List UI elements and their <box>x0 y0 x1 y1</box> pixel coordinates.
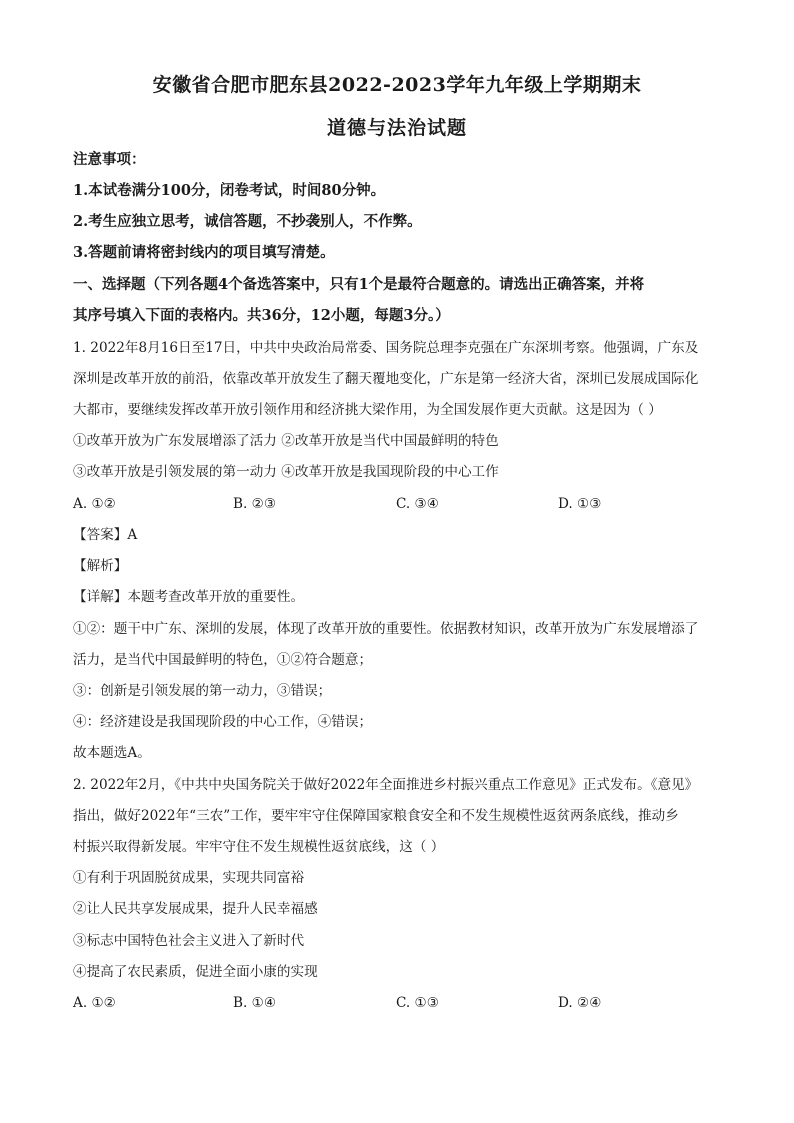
q2-statement: ②让人民共享发展成果，提升人民幸福感 <box>73 901 318 917</box>
q1-detail-line: ①②：题干中广东、深圳的发展，体现了改革开放的重要性。依据教材知识，改革开放为广东发展增添了 <box>73 621 699 637</box>
q1-option-d: D. ①③ <box>558 496 602 512</box>
q1-detail-line: 【详解】本题考查改革开放的重要性。 <box>73 589 305 605</box>
q1-stem-line: 1. 2022年8月16日至17日，中共中央政治局常委、国务院总理李克强在广东深圳考察。他强调，广东及 <box>73 340 699 356</box>
q2-stem-line: 指出，做好2022年“三农”工作，要牢牢守住保障国家粮食安全和不发生规模性返贫两条底线，推动乡 <box>73 808 679 824</box>
q1-analysis-label: 【解析】 <box>73 558 128 574</box>
q1-stem-line: 大都市，要继续发挥改革开放引领作用和经济挑大梁作用，为全国发展作更大贡献。这是因为（ ） <box>73 402 662 418</box>
q1-stem-line: 深圳是改革开放的前沿，依靠改革开放发生了翻天覆地变化，广东是第一经济大省，深圳已发展成国际化 <box>73 371 699 387</box>
q2-option-a: A. ①② <box>73 995 116 1011</box>
section-heading: 一、选择题（下列各题4个备选答案中，只有1个是最符合题意的。请选出正确答案，并将 <box>73 276 645 293</box>
q2-option-b: B. ①④ <box>233 995 277 1011</box>
note-item: 1.本试卷满分100分，闭卷考试，时间80分钟。 <box>73 182 386 199</box>
q1-statement: ①改革开放为广东发展增添了活力 ②改革开放是当代中国最鲜明的特色 <box>73 433 499 449</box>
q2-option-c: C. ①③ <box>396 995 439 1011</box>
exam-subtitle: 道德与法治试题 <box>326 117 467 139</box>
q2-stem-line: 村振兴取得新发展。牢牢守住不发生规模性返贫底线，这（ ） <box>73 839 445 855</box>
q1-statement: ③改革开放是引领发展的第一动力 ④改革开放是我国现阶段的中心工作 <box>73 464 499 480</box>
note-item: 3.答题前请将密封线内的项目填写清楚。 <box>73 244 335 261</box>
section-heading-cont: 其序号填入下面的表格内。共36分，12小题，每题3分。） <box>73 307 450 324</box>
exam-title: 安徽省合肥市肥东县2022-2023学年九年级上学期期末 <box>152 74 642 96</box>
q2-stem-line: 2. 2022年2月，《中共中央国务院关于做好2022年全面推进乡村振兴重点工作意见》正式发布。《意见》 <box>73 777 699 793</box>
q2-option-d: D. ②④ <box>558 995 602 1011</box>
q1-detail-line: ③：创新是引领发展的第一动力，③错误； <box>73 683 332 699</box>
q1-option-a: A. ①② <box>73 496 116 512</box>
q1-detail-line: 活力，是当代中国最鲜明的特色，①②符合题意； <box>73 652 373 668</box>
q1-detail-line: 故本题选A。 <box>73 745 151 761</box>
q1-option-c: C. ③④ <box>396 496 439 512</box>
note-item: 2.考生应独立思考，诚信答题，不抄袭别人，不作弊。 <box>73 213 422 230</box>
q1-option-b: B. ②③ <box>233 496 277 512</box>
q2-statement: ③标志中国特色社会主义进入了新时代 <box>73 933 305 949</box>
q2-statement: ①有利于巩固脱贫成果，实现共同富裕 <box>73 870 305 886</box>
q1-answer: 【答案】A <box>73 527 138 543</box>
q2-statement: ④提高了农民素质，促进全面小康的实现 <box>73 964 318 980</box>
q1-detail-line: ④：经济建设是我国现阶段的中心工作，④错误； <box>73 714 373 730</box>
notes-heading: 注意事项： <box>73 151 146 168</box>
